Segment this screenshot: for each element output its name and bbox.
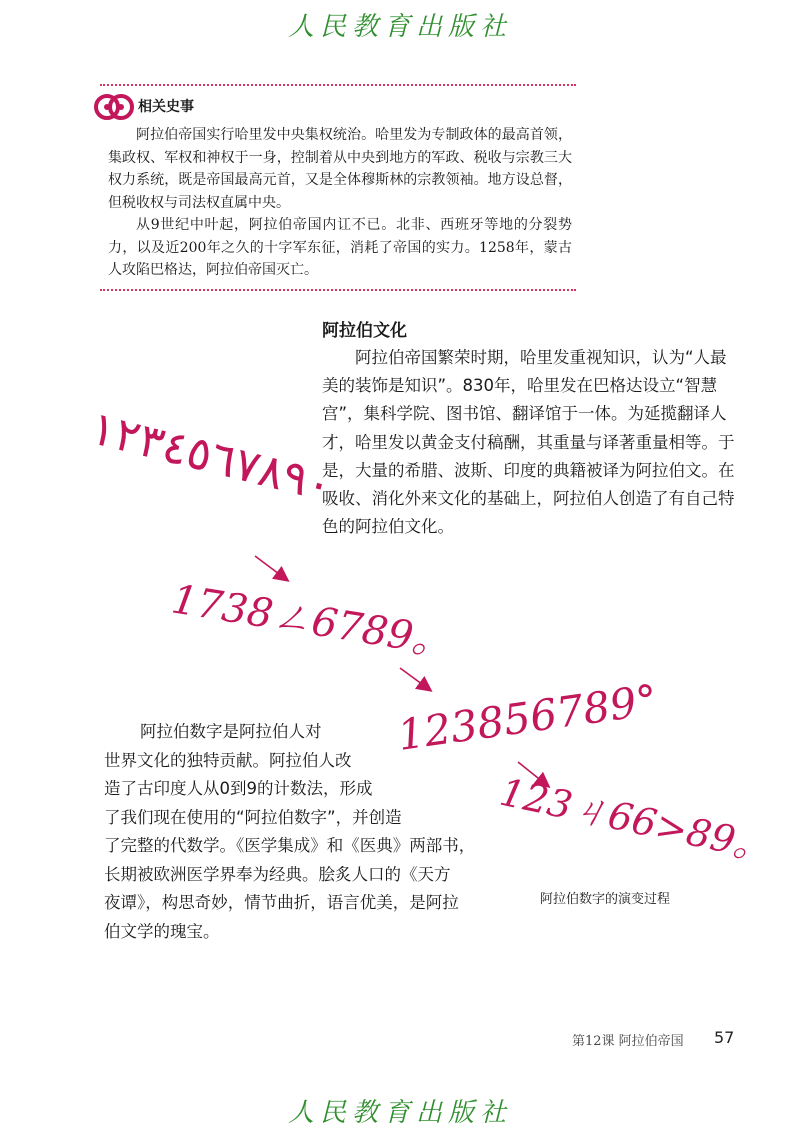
numeral-row-european: 123856789° (394, 674, 661, 760)
text-line: 伯文学的瑰宝。 (104, 921, 220, 941)
text-line: 阿拉伯数字是阿拉伯人对 (140, 722, 322, 741)
page-number: 57 (714, 1028, 735, 1047)
text-line: 长期被欧洲医学界奉为经典。脍炙人口的《天方 (104, 864, 451, 884)
box-paragraph: 阿拉伯帝国实行哈里发中央集权统治。哈里发为专制政体的最高首领，集政权、军权和神权于一身，控制着从中央到地方的军政、税收与宗教三大权力系统，既是帝国最高元首，又是全体穆斯林的宗教领袖。地方设总督，但税收权与司法权直属中央。 (108, 127, 572, 211)
numeral-row-modern: 123ㄐ66>89。 (496, 769, 777, 871)
numeral-row-arabic: ١٢٣٤٥٦٧٨٩٠ (85, 400, 339, 513)
figure-caption: 阿拉伯数字的演变过程 (540, 892, 671, 907)
text-line: 夜谭》，构思奇妙，情节曲折，语言优美，是阿拉 (104, 893, 459, 912)
box-title: 相关史事 (138, 99, 194, 115)
publisher-watermark-top: 人民教育出版社 (287, 12, 512, 42)
publisher-watermark-bottom: 人民教育出版社 (287, 1098, 512, 1128)
text-line: 造了古印度人从0到9的计数法，形成 (104, 779, 373, 798)
section-title: 阿拉伯文化 (322, 321, 407, 341)
evolution-arrow (400, 668, 430, 690)
text-line: 了完整的代数学。《医学集成》和《医典》两部书， (104, 836, 476, 855)
numeral-row-medieval: 1738ㄥ6789。 (168, 576, 456, 667)
evolution-arrow (255, 556, 287, 580)
text-line: 了我们现在使用的“阿拉伯数字”，并创造 (104, 807, 402, 827)
text-line: 世界文化的独特贡献。阿拉伯人改 (104, 750, 352, 770)
lesson-label: 第12课 阿拉伯帝国 (572, 1034, 684, 1049)
box-paragraph: 从9世纪中叶起，阿拉伯帝国内讧不已。北非、西班牙等地的分裂势力，以及近200年之久的十字军东征，消耗了帝国的实力。1258年，蒙古人攻陷巴格达，阿拉伯帝国灭亡。 (108, 217, 572, 278)
culture-paragraph: 阿拉伯帝国繁荣时期，哈里发重视知识，认为“人最美的装饰是知识”。830年，哈里发在巴格达设立“智慧宫”，集科学院、图书馆、翻译馆于一体。为延揽翻译人才，哈里发以黄金支付稿酬，其重量与译著重量相等。于是，大量的希腊、波斯、印度的典籍被译为阿拉伯文。在吸收、消化外来文化的基础上，阿拉伯人创造了有自己特色的阿拉伯文化。 (322, 348, 735, 537)
arabic-numerals-text (104, 718, 524, 946)
